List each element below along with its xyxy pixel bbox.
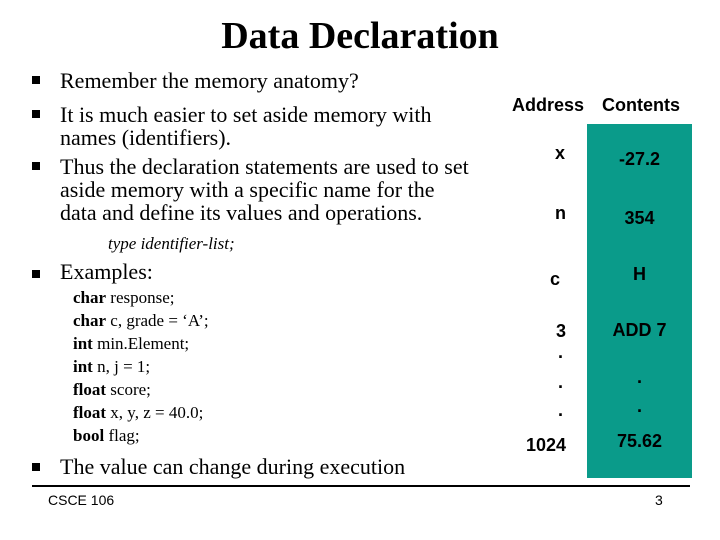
bullet-marker <box>32 463 40 471</box>
code-line: int n, j = 1; <box>73 357 151 376</box>
address-cell: n <box>555 203 566 223</box>
syntax-text: type identifier-list; <box>108 234 235 253</box>
code-line: float score; <box>73 380 151 399</box>
course-label: CSCE 106 <box>48 492 115 508</box>
bullet-text: names (identifiers). <box>60 125 232 150</box>
code-line: bool flag; <box>73 426 140 445</box>
address-header: Address <box>512 95 585 115</box>
examples-label: Examples: <box>60 259 153 284</box>
address-cell: 1024 <box>526 435 567 455</box>
bullet-marker <box>32 76 40 84</box>
code-line: int min.Element; <box>73 334 190 353</box>
bullet-marker <box>32 162 40 170</box>
contents-cell: 75.62 <box>616 431 663 451</box>
bullet-text: It is much easier to set aside memory with <box>60 102 432 127</box>
address-cell: c <box>550 269 561 289</box>
bullet-marker <box>32 110 40 118</box>
contents-cell: -27.2 <box>618 149 661 169</box>
bullet-marker <box>32 270 40 278</box>
address-cell: . <box>558 372 564 392</box>
bullet-text: data and define its values and operations. <box>60 200 423 225</box>
contents-cell: . <box>636 396 642 416</box>
address-cell: . <box>558 400 564 420</box>
code-line: float x, y, z = 40.0; <box>73 403 204 422</box>
bullet-text: aside memory with a specific name for the <box>60 177 435 202</box>
page-number: 3 <box>655 492 663 508</box>
address-cell: . <box>558 342 564 362</box>
address-cell: 3 <box>556 321 567 341</box>
code-line: char response; <box>73 288 175 307</box>
contents-cell: H <box>633 264 646 284</box>
bullet-text: Thus the declaration statements are used to set <box>60 154 469 179</box>
footer-divider <box>32 485 690 487</box>
bullet-text: Remember the memory anatomy? <box>60 68 359 93</box>
address-cell: x <box>555 143 566 163</box>
bullet-text: The value can change during execution <box>60 454 406 479</box>
code-line: char c, grade = ‘A’; <box>73 311 209 330</box>
contents-cell: ADD 7 <box>612 320 667 340</box>
contents-cell: 354 <box>624 208 655 228</box>
memory-contents-block <box>587 124 692 478</box>
slide-title: Data Declaration <box>221 15 499 57</box>
contents-cell: . <box>636 367 642 387</box>
contents-header: Contents <box>602 95 680 115</box>
